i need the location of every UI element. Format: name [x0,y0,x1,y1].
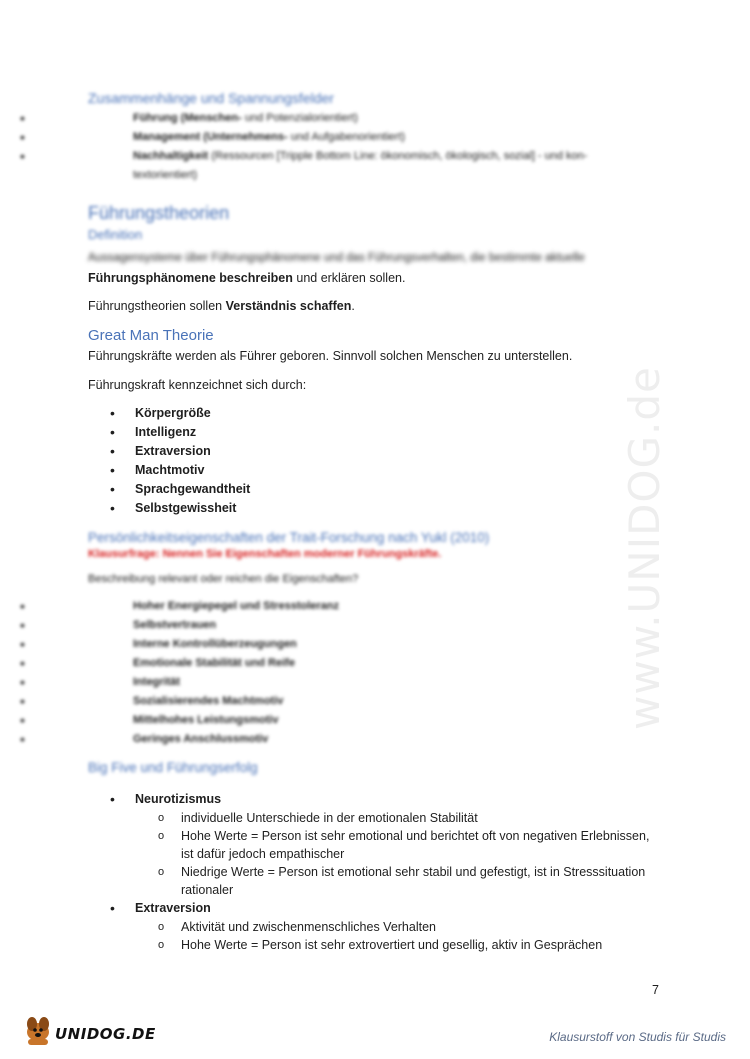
theories-purpose: Führungstheorien sollen Verständnis schaffen. [88,299,355,313]
big-five-list-2 [90,899,730,918]
trait-research-title: Persönlichkeitseigenschaften der Trait-Forschung nach Yukl (2010) [88,530,490,545]
big-five-section [90,790,730,954]
sub-list-item: o Aktivität und zwischenmenschliches Verhalten [90,918,730,936]
list-item: • Intelligenz [90,423,250,442]
trait-question: Beschreibung relevant oder reichen die Eigenschaften? [88,573,359,585]
theories-title: Führungstheorien [88,203,230,223]
list-item: • Interne Kontrollüberzeugungen [0,635,688,654]
list-item: • Hoher Energiepegel und Stresstoleranz [0,597,688,616]
definition-line: Führungsphänomene beschreiben und erklären sollen. [88,271,406,285]
list-item: • Machtmotiv [90,461,250,480]
sub-list-item: o individuelle Unterschiede in der emotionalen Stabilität [90,809,730,827]
footer-note: Klausurstoff von Studis für Studis [549,1030,726,1044]
unidog-logo [22,1012,157,1048]
great-man-para1: Führungskräfte werden als Führer geboren. Sinnvoll solchen Menschen zu unterstellen. [88,349,573,363]
sub-list-item: o Hohe Werte = Person ist sehr extrovertiert und gesellig, aktiv in Gesprächen [90,936,730,954]
great-man-traits [90,404,250,518]
definition-line-blurred: Aussagensysteme über Führungsphänomene und das Führungsverhalten, die bestimmte aktuelle [88,252,585,264]
neuroticism-points [90,809,730,899]
list-item: • Mittelhohes Leistungsmotiv [0,711,688,730]
big-five-list [90,790,730,809]
list-item: • Extraversion [90,442,250,461]
great-man-para2: Führungskraft kennzeichnet sich durch: [88,378,307,392]
list-item: • Integrität [0,673,688,692]
sub-list-item: o Hohe Werte = Person ist sehr emotional und berichtet oft von negativen Erlebnissen, ist dafür jedoch empathischer [90,827,730,863]
big-five-title: Big Five und Führungserfolg [88,760,258,775]
list-item: • Selbstvertrauen [0,616,688,635]
list-item: • Körpergröße [90,404,250,423]
list-item: • Geringes Anschlussmotiv [0,730,688,749]
list-item: • Sozialisierendes Machtmotiv [0,692,688,711]
great-man-title: Great Man Theorie [88,327,214,344]
definition-label: Definition [88,227,143,242]
list-item: • Management (Unternehmens- und Aufgabenorientiert) [0,128,688,147]
section-relations-title: Zusammenhänge und Spannungsfelder [88,90,334,106]
relations-list [0,109,688,185]
logo-text: UNIDOG.DE [55,1025,156,1043]
extraversion-points [90,918,730,954]
exam-question: Klausurfrage: Nennen Sie Eigenschaften moderner Führungskräfte. [88,548,442,560]
sub-list-item: o Niedrige Werte = Person ist emotional sehr stabil und gefestigt, ist in Stresssituation rationaler [90,863,730,899]
trait-list [0,597,688,749]
list-item: • Selbstgewissheit [90,499,250,518]
list-item: • Führung (Menschen- und Potenzialorientiert) [0,109,688,128]
section-relations [88,90,688,185]
list-item: • Neurotizismus [90,790,730,809]
watermark: www.UNIDOG.de [620,366,669,730]
theories-title-wrap [88,203,229,242]
list-item: • Extraversion [90,899,730,918]
list-item: • Emotionale Stabilität und Reife [0,654,688,673]
list-item: • Sprachgewandtheit [90,480,250,499]
list-item: • Nachhaltigkeit (Ressourcen [Tripple Bottom Line: ökonomisch, ökologisch, sozial] - und kon- textorientiert) [0,147,688,185]
page-number: 7 [652,983,659,997]
